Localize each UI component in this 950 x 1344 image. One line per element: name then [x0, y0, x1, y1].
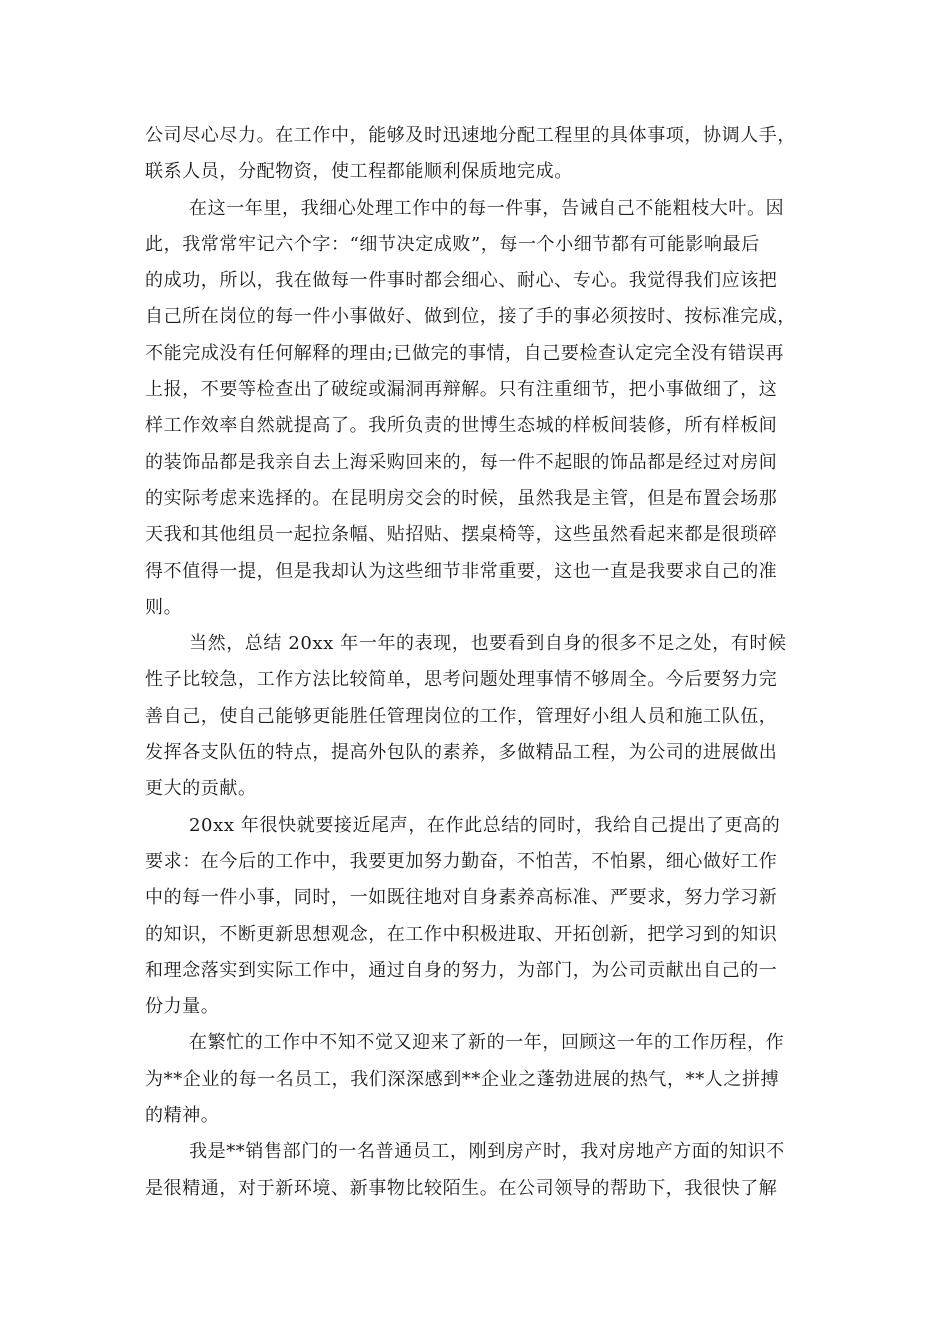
text-line: 则。 — [145, 596, 183, 618]
text-line: 此，我常常牢记六个字：“细节决定成败”，每一个小细节都有可能影响最后 — [145, 233, 760, 255]
text-line: 得不值得一提，但是我却认为这些细节非常重要，这也一直是我要求自己的准 — [145, 560, 778, 582]
document-body — [145, 118, 805, 1207]
text-line: 性子比较急，工作方法比较简单，思考问题处理事情不够周全。今后要努力完 — [145, 669, 778, 691]
text-line: 的知识，不断更新思想观念，在工作中积极进取、开拓创新，把学习到的知识 — [145, 923, 778, 945]
text-line: 的装饰品都是我亲自去上海采购回来的，每一件不起眼的饰品都是经过对房间 — [145, 451, 778, 473]
text-line: 发挥各支队伍的特点，提高外包队的素养，多做精品工程，为公司的进展做出 — [145, 742, 778, 764]
text-line: 的精神。 — [145, 1105, 220, 1127]
text-line: 自己所在岗位的每一件小事做好、做到位，接了手的事必须按时、按标准完成， — [145, 306, 796, 328]
text-line: 为**企业的每一名员工，我们深深感到**企业之蓬勃进展的热气，**人之拼搏 — [145, 1068, 780, 1090]
text-line: 不能完成没有任何解释的理由;已做完的事情，自己要检查认定完全没有错误再 — [145, 342, 785, 364]
text-line: 的实际考虑来选择的。在昆明房交会的时候，虽然我是主管，但是布置会场那 — [145, 487, 778, 509]
text-line: 和理念落实到实际工作中，通过自身的努力，为部门，为公司贡献出自己的一 — [145, 959, 778, 981]
text-line: 是很精通，对于新环境、新事物比较陌生。在公司领导的帮助下，我很快了解 — [145, 1177, 778, 1199]
text-line: 在繁忙的工作中不知不觉又迎来了新的一年，回顾这一年的工作历程，作 — [189, 1032, 785, 1054]
text-line: 当然，总结 20xx 年一年的表现，也要看到自身的很多不足之处，有时候 — [189, 633, 787, 655]
text-line: 样工作效率自然就提高了。我所负责的世博生态城的样板间装修，所有样板间 — [145, 415, 778, 437]
text-line: 20xx 年很快就要接近尾声，在作此总结的同时，我给自己提出了更高的 — [189, 814, 781, 836]
text-line: 公司尽心尽力。在工作中，能够及时迅速地分配工程里的具体事项，协调人手， — [145, 125, 796, 146]
text-line: 的成功，所以，我在做每一件事时都会细心、耐心、专心。我觉得我们应该把 — [145, 270, 778, 292]
text-line: 我是**销售部门的一名普通员工，刚到房产时，我对房地产方面的知识不 — [189, 1141, 785, 1163]
text-line: 要求：在今后的工作中，我要更加努力勤奋，不怕苦，不怕累，细心做好工作 — [145, 850, 778, 872]
text-line: 联系人员，分配物资，使工程都能顺利保质地完成。 — [145, 161, 573, 183]
text-line: 天我和其他组员一起拉条幅、贴招贴、摆桌椅等，这些虽然看起来都是很琐碎 — [145, 524, 778, 546]
text-line: 中的每一件小事，同时，一如既往地对自身素养高标准、严要求，努力学习新 — [145, 887, 778, 909]
text-line: 份力量。 — [145, 996, 220, 1018]
text-line: 上报，不要等检查出了破绽或漏洞再辩解。只有注重细节，把小事做细了，这 — [145, 379, 778, 401]
text-line: 更大的贡献。 — [145, 778, 257, 800]
text-line: 善自己，使自己能够更能胜任管理岗位的工作，管理好小组人员和施工队伍， — [145, 705, 778, 727]
text-line: 在这一年里，我细心处理工作中的每一件事，告诫自己不能粗枝大叶。因 — [189, 197, 785, 219]
